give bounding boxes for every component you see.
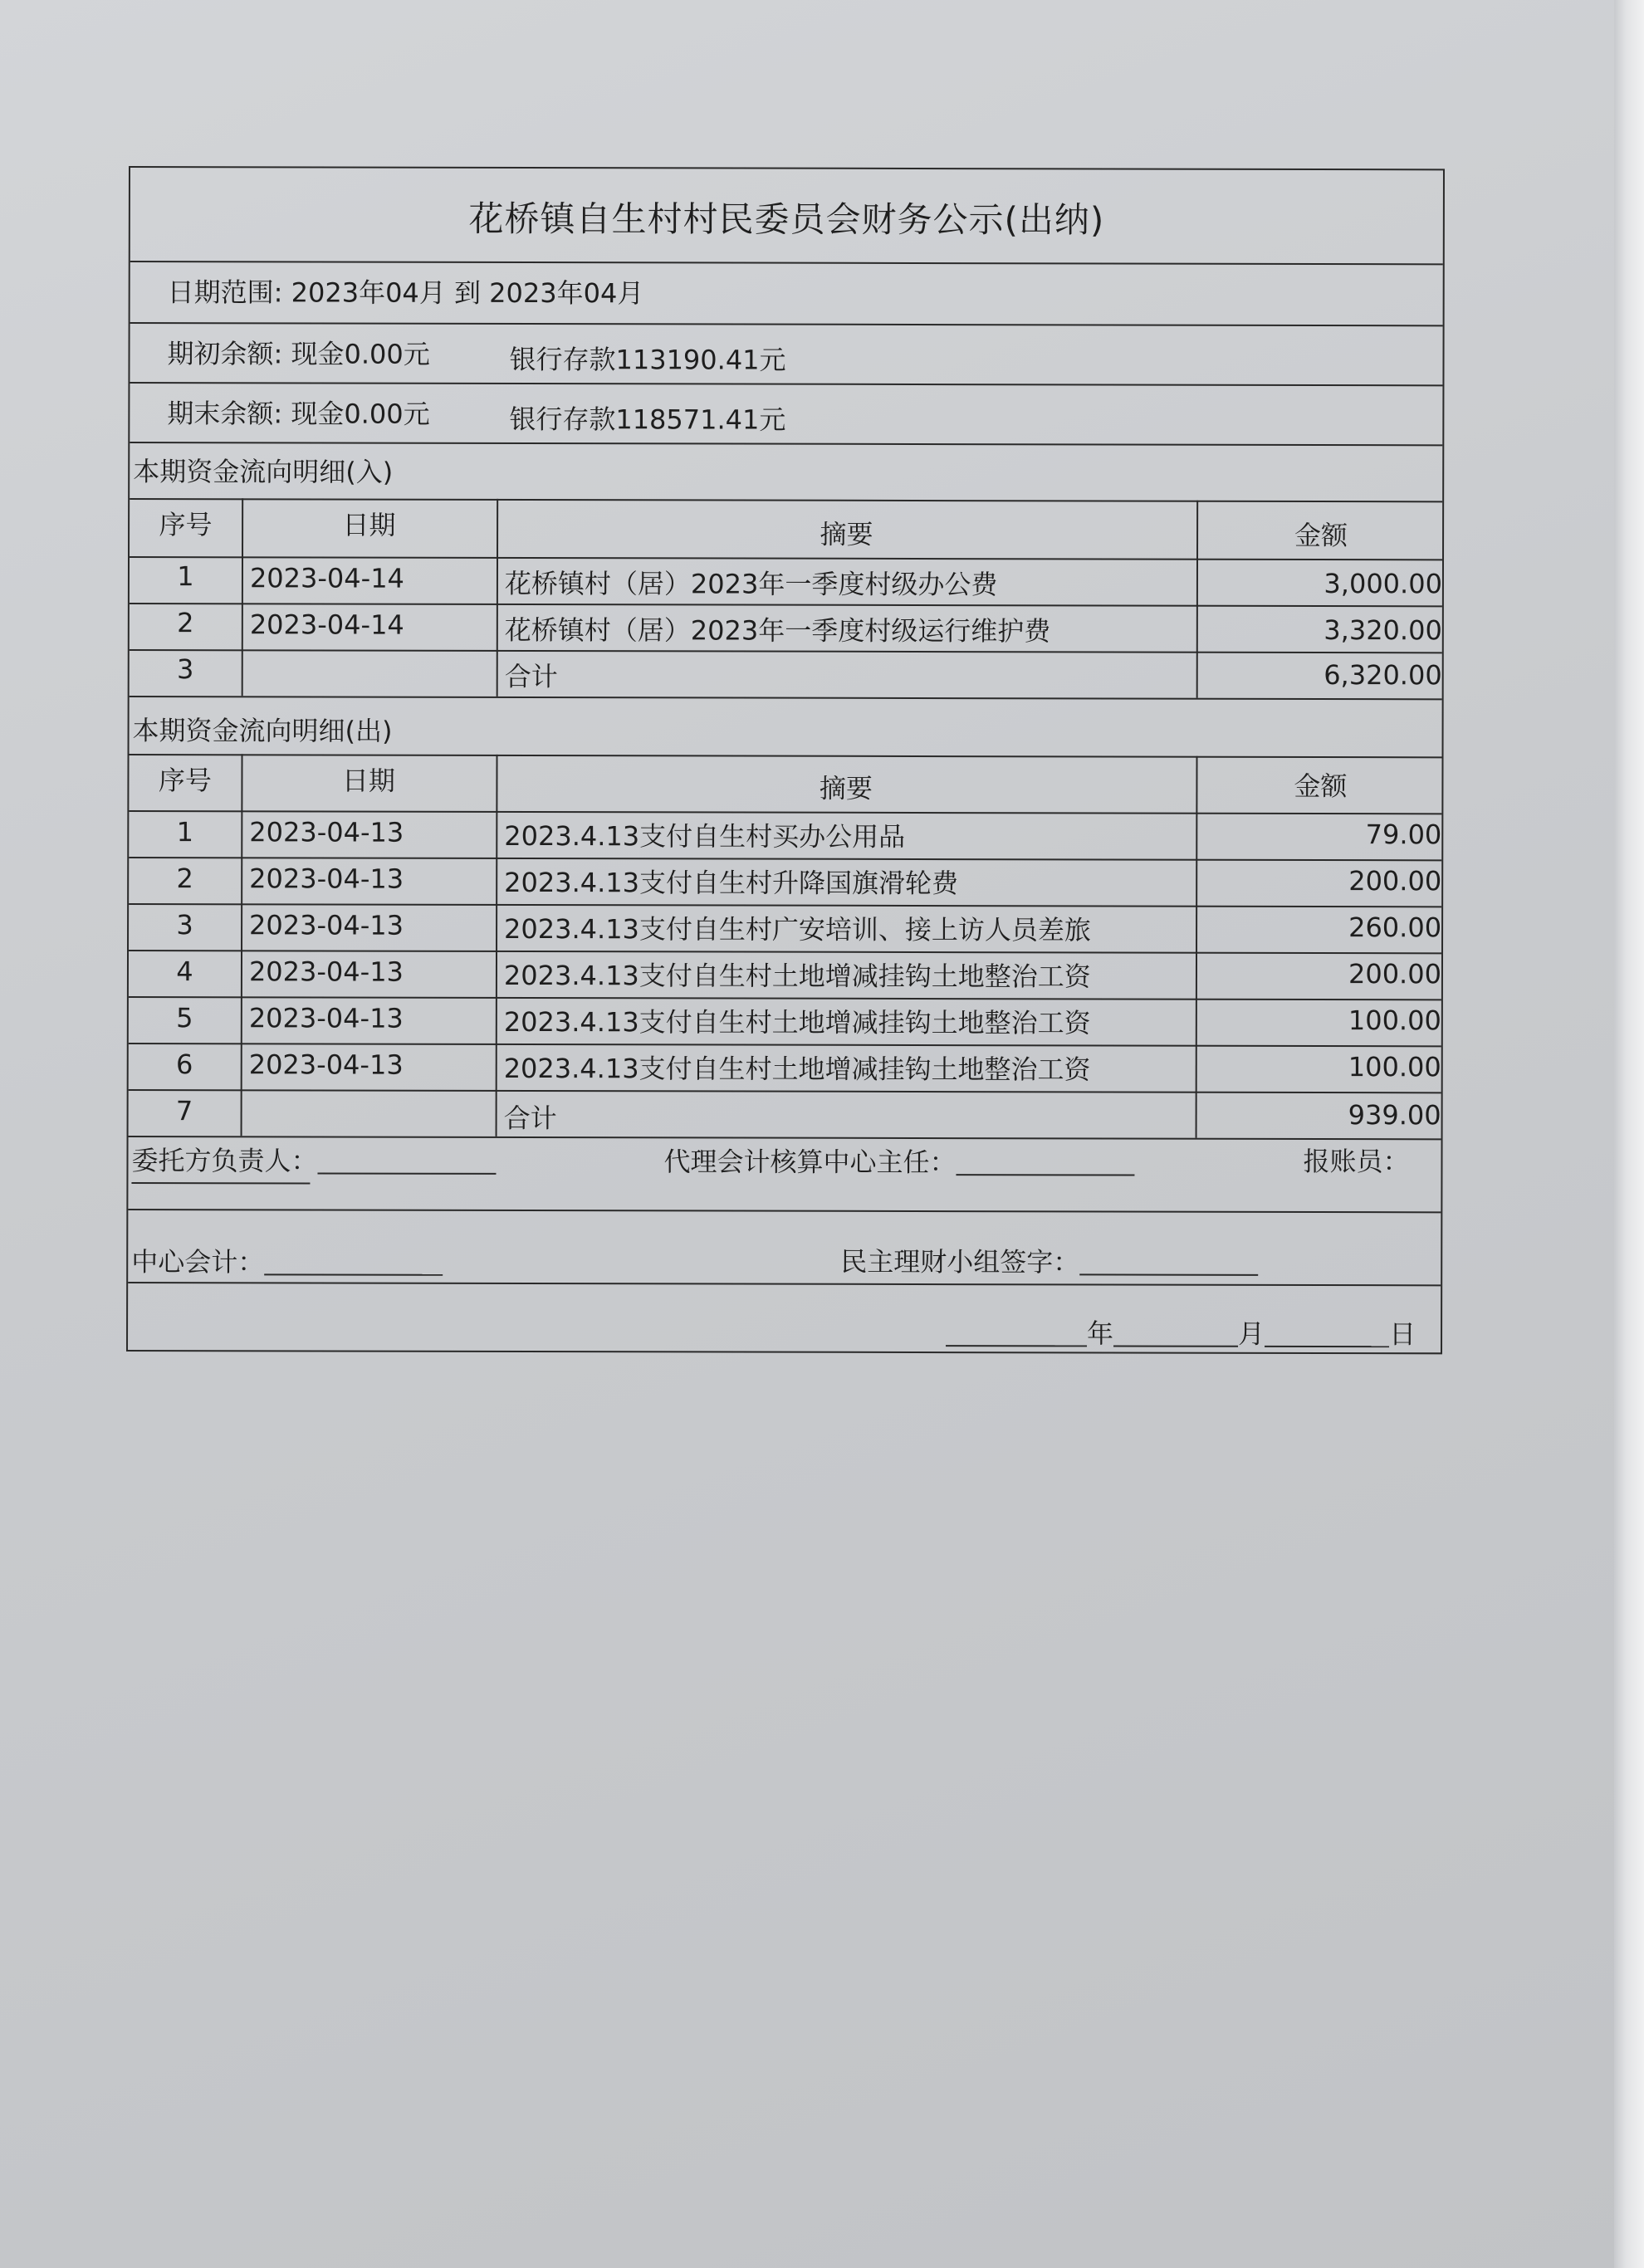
expense-row-seq: 7 (175, 1095, 193, 1127)
income-header-seq: 序号 (159, 509, 213, 541)
expense-row-summary: 合计 (503, 1102, 557, 1135)
rule (129, 1136, 1441, 1140)
signature-blank (956, 1174, 1134, 1176)
expense-section-title: 本期资金流向明细(出) (132, 715, 393, 747)
rule (128, 1209, 1441, 1213)
rule (130, 556, 1442, 560)
closing-bank: 银行存款118571.41元 (509, 403, 786, 436)
democratic-group-label: 民主理财小组签字： (840, 1245, 1080, 1278)
rule (129, 1089, 1441, 1093)
expense-row-date: 2023-04-13 (248, 1002, 404, 1034)
expense-header-summary: 摘要 (819, 772, 873, 804)
rule (129, 903, 1441, 907)
date-range-label: 日期范围: (167, 276, 283, 309)
expense-row-date: 2023-04-13 (248, 956, 404, 988)
rule (129, 810, 1441, 814)
income-row-date: 2023-04-14 (249, 562, 404, 594)
expense-row-date: 2023-04-13 (249, 863, 404, 895)
expense-row-summary: 2023.4.13支付自生村广安培训、接上访人员差旅 (504, 912, 1091, 946)
rule (130, 261, 1443, 265)
closing-cash: 现金0.00元 (291, 398, 430, 430)
expense-header-amount: 金额 (1294, 770, 1348, 803)
signature-date (946, 1317, 1416, 1351)
month-label: 月 (1238, 1317, 1265, 1350)
income-row-seq: 2 (177, 607, 194, 639)
income-section-title: 本期资金流向明细(入) (133, 456, 394, 488)
expense-row-seq: 5 (176, 1002, 193, 1034)
expense-row-summary: 2023.4.13支付自生村升降国旗滑轮费 (504, 866, 959, 900)
center-director-signature (663, 1146, 1134, 1179)
expense-row-amount: 260.00 (1348, 912, 1442, 944)
paper-edge (1614, 0, 1644, 2268)
rule (129, 996, 1441, 1000)
form-title: 花桥镇自生村村民委员会财务公示(出纳) (468, 198, 1105, 241)
expense-row-seq: 2 (176, 863, 193, 895)
rule (129, 857, 1441, 861)
income-row-seq: 3 (177, 653, 194, 686)
income-header-amount: 金额 (1294, 519, 1348, 552)
expense-header-date: 日期 (341, 765, 395, 797)
income-header-summary: 摘要 (820, 518, 873, 550)
rule (130, 322, 1443, 326)
signature-blank (317, 1172, 496, 1174)
center-accountant-signature (131, 1246, 443, 1278)
closing-balance (167, 400, 429, 428)
expense-row-amount: 200.00 (1348, 865, 1442, 897)
income-row-date: 2023-04-14 (249, 609, 404, 641)
expense-row-amount: 100.00 (1348, 1004, 1441, 1037)
center-accountant-label: 中心会计： (131, 1246, 265, 1278)
rule (129, 1043, 1441, 1047)
income-row-summary: 花桥镇村（居）2023年一季度村级办公费 (504, 567, 998, 601)
signature-blank (1079, 1273, 1258, 1275)
rule (130, 498, 1442, 502)
signature-blank (131, 1182, 310, 1184)
democratic-group-signature (840, 1245, 1258, 1278)
income-row-summary: 花桥镇村（居）2023年一季度村级运行维护费 (504, 613, 1051, 648)
year-blank (946, 1345, 1087, 1347)
expense-row-seq: 6 (176, 1048, 193, 1081)
expense-header-seq: 序号 (158, 765, 212, 797)
income-row-amount: 3,000.00 (1324, 568, 1442, 600)
col-divider (496, 755, 498, 1136)
expense-row-seq: 4 (176, 956, 193, 988)
rule (128, 1282, 1441, 1286)
col-divider (1196, 756, 1198, 1138)
rule (130, 442, 1442, 446)
financial-disclosure-form (126, 166, 1445, 1354)
rule (130, 382, 1442, 386)
claimant-label: 报账员： (1303, 1145, 1410, 1178)
date-range-to-word: 到 (453, 276, 482, 309)
expense-row-amount: 79.00 (1365, 819, 1442, 851)
rule (130, 649, 1442, 653)
expense-row-date: 2023-04-13 (248, 1048, 404, 1081)
day-blank (1265, 1346, 1389, 1347)
date-range (167, 276, 644, 310)
month-blank (1113, 1345, 1238, 1347)
client-head-signature (131, 1147, 496, 1175)
opening-balance (167, 340, 429, 368)
opening-label: 期初余额: (167, 338, 283, 370)
year-label: 年 (1087, 1317, 1114, 1350)
closing-label: 期末余额: (167, 398, 283, 430)
col-divider (241, 754, 243, 1136)
expense-row-amount: 200.00 (1348, 958, 1442, 990)
expense-row-seq: 1 (176, 816, 194, 848)
rule (129, 950, 1441, 954)
rule (130, 696, 1442, 700)
expense-row-summary: 2023.4.13支付自生村土地增减挂钩土地整治工资 (503, 1005, 1091, 1039)
day-label: 日 (1389, 1318, 1416, 1351)
client-head-label: 委托方负责人： (131, 1145, 318, 1177)
opening-bank: 银行存款113190.41元 (509, 343, 786, 376)
expense-row-summary: 2023.4.13支付自生村买办公用品 (504, 819, 906, 853)
date-range-from: 2023年04月 (291, 276, 446, 309)
expense-row-amount: 100.00 (1348, 1051, 1441, 1083)
expense-row-amount: 939.00 (1348, 1099, 1441, 1132)
rule (130, 603, 1442, 607)
signature-blank (264, 1273, 443, 1275)
income-row-amount: 3,320.00 (1324, 614, 1442, 647)
income-header-date: 日期 (342, 509, 396, 541)
opening-cash: 现金0.00元 (291, 338, 430, 370)
date-range-to: 2023年04月 (489, 276, 644, 310)
income-row-summary: 合计 (504, 660, 558, 693)
expense-row-summary: 2023.4.13支付自生村土地增减挂钩土地整治工资 (503, 1052, 1091, 1086)
income-row-amount: 6,320.00 (1324, 659, 1442, 692)
expense-row-seq: 3 (176, 909, 193, 941)
expense-row-summary: 2023.4.13支付自生村土地增减挂钩土地整治工资 (503, 959, 1091, 993)
expense-row-date: 2023-04-13 (249, 909, 404, 941)
center-director-label: 代理会计核算中心主任： (663, 1146, 957, 1179)
income-row-seq: 1 (177, 560, 194, 593)
rule (130, 754, 1442, 758)
expense-row-date: 2023-04-13 (249, 816, 404, 848)
